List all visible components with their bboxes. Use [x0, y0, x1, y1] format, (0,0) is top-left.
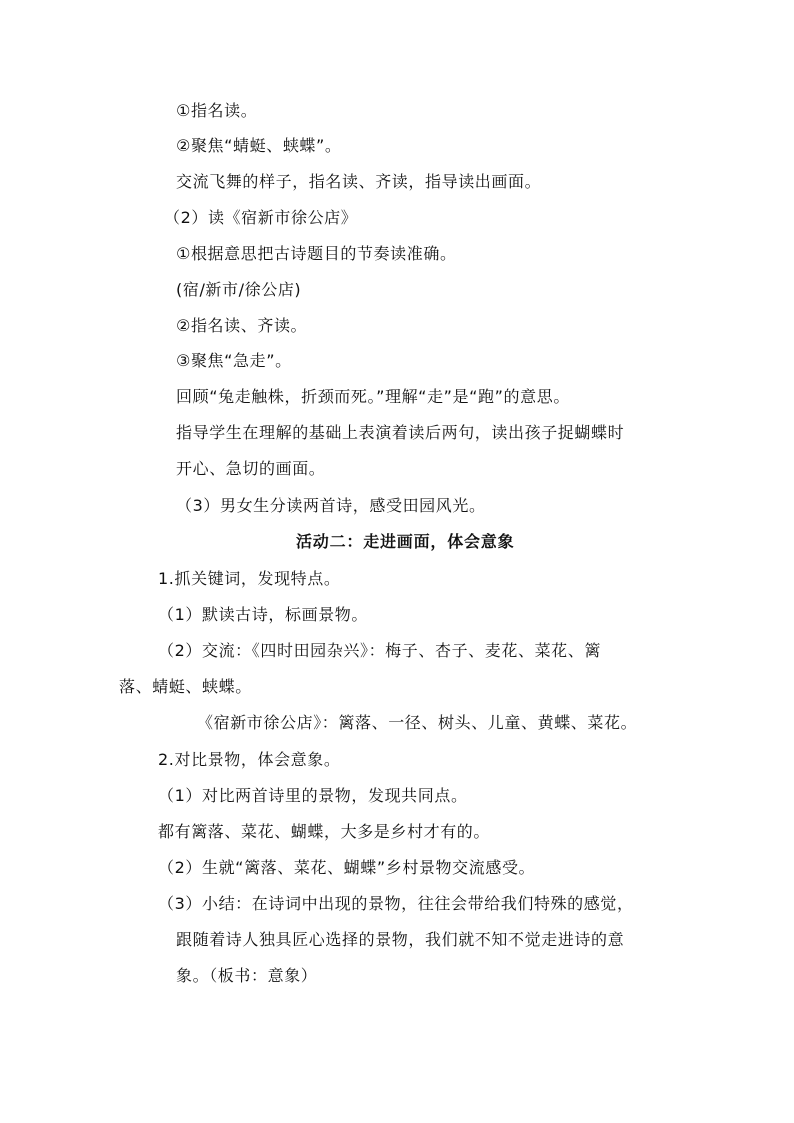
text-line-9: 回顾“兔走触株，折颈而死。”理解“走”是“跑”的意思。: [176, 387, 570, 406]
text-line-21: 都有篱落、菜花、蝴蝶，大多是乡村才有的。: [158, 822, 491, 841]
text-line-11: 开心、急切的画面。: [176, 459, 326, 478]
text-line-20: （1）对比两首诗里的景物，发现共同点。: [158, 786, 468, 805]
text-line-3: 交流飞舞的样子，指名读、齐读，指导读出画面。: [176, 172, 542, 191]
text-line-6: (宿/新市/徐公店): [176, 280, 302, 299]
text-line-17: 落、蜻蜓、蛱蝶。: [119, 677, 252, 696]
text-line-4: （2）读《宿新市徐公店》: [164, 208, 358, 227]
text-line-14: 1.抓关键词，发现特点。: [158, 569, 341, 588]
text-line-18: 《宿新市徐公店》：篱落、一径、树头、儿童、黄蝶、菜花。: [197, 713, 638, 732]
text-line-12: （3）男女生分读两首诗，感受田园风光。: [176, 496, 486, 515]
text-line-25: 象。（板书：意象）: [176, 966, 318, 985]
text-line-5: ①根据意思把古诗题目的节奏读准确。: [176, 244, 457, 263]
text-line-24: 跟随着诗人独具匠心选择的景物，我们就不知不觉走进诗的意: [176, 930, 625, 949]
text-line-15: （1）默读古诗，标画景物。: [158, 605, 368, 624]
text-line-22: （2）生就“篱落、菜花、蝴蝶”乡村景物交流感受。: [158, 858, 536, 877]
text-line-16: （2）交流：《四时田园杂兴》：梅子、杏子、麦花、菜花、篱: [158, 641, 601, 660]
text-line-10: 指导学生在理解的基础上表演着读后两句，读出孩子捉蝴蝶时: [176, 423, 625, 442]
text-line-8: ③聚焦“急走”。: [176, 351, 292, 370]
text-line-1: ①指名读。: [176, 101, 258, 120]
text-line-19: 2.对比景物，体会意象。: [158, 750, 341, 769]
section-heading: 活动二：走进画面，体会意象: [296, 532, 515, 551]
text-line-7: ②指名读、齐读。: [176, 316, 308, 335]
text-line-2: ②聚焦“蜻蜓、蛱蝶”。: [176, 136, 342, 155]
text-line-23: （3）小结：在诗词中出现的景物，往往会带给我们特殊的感觉，: [158, 894, 634, 913]
